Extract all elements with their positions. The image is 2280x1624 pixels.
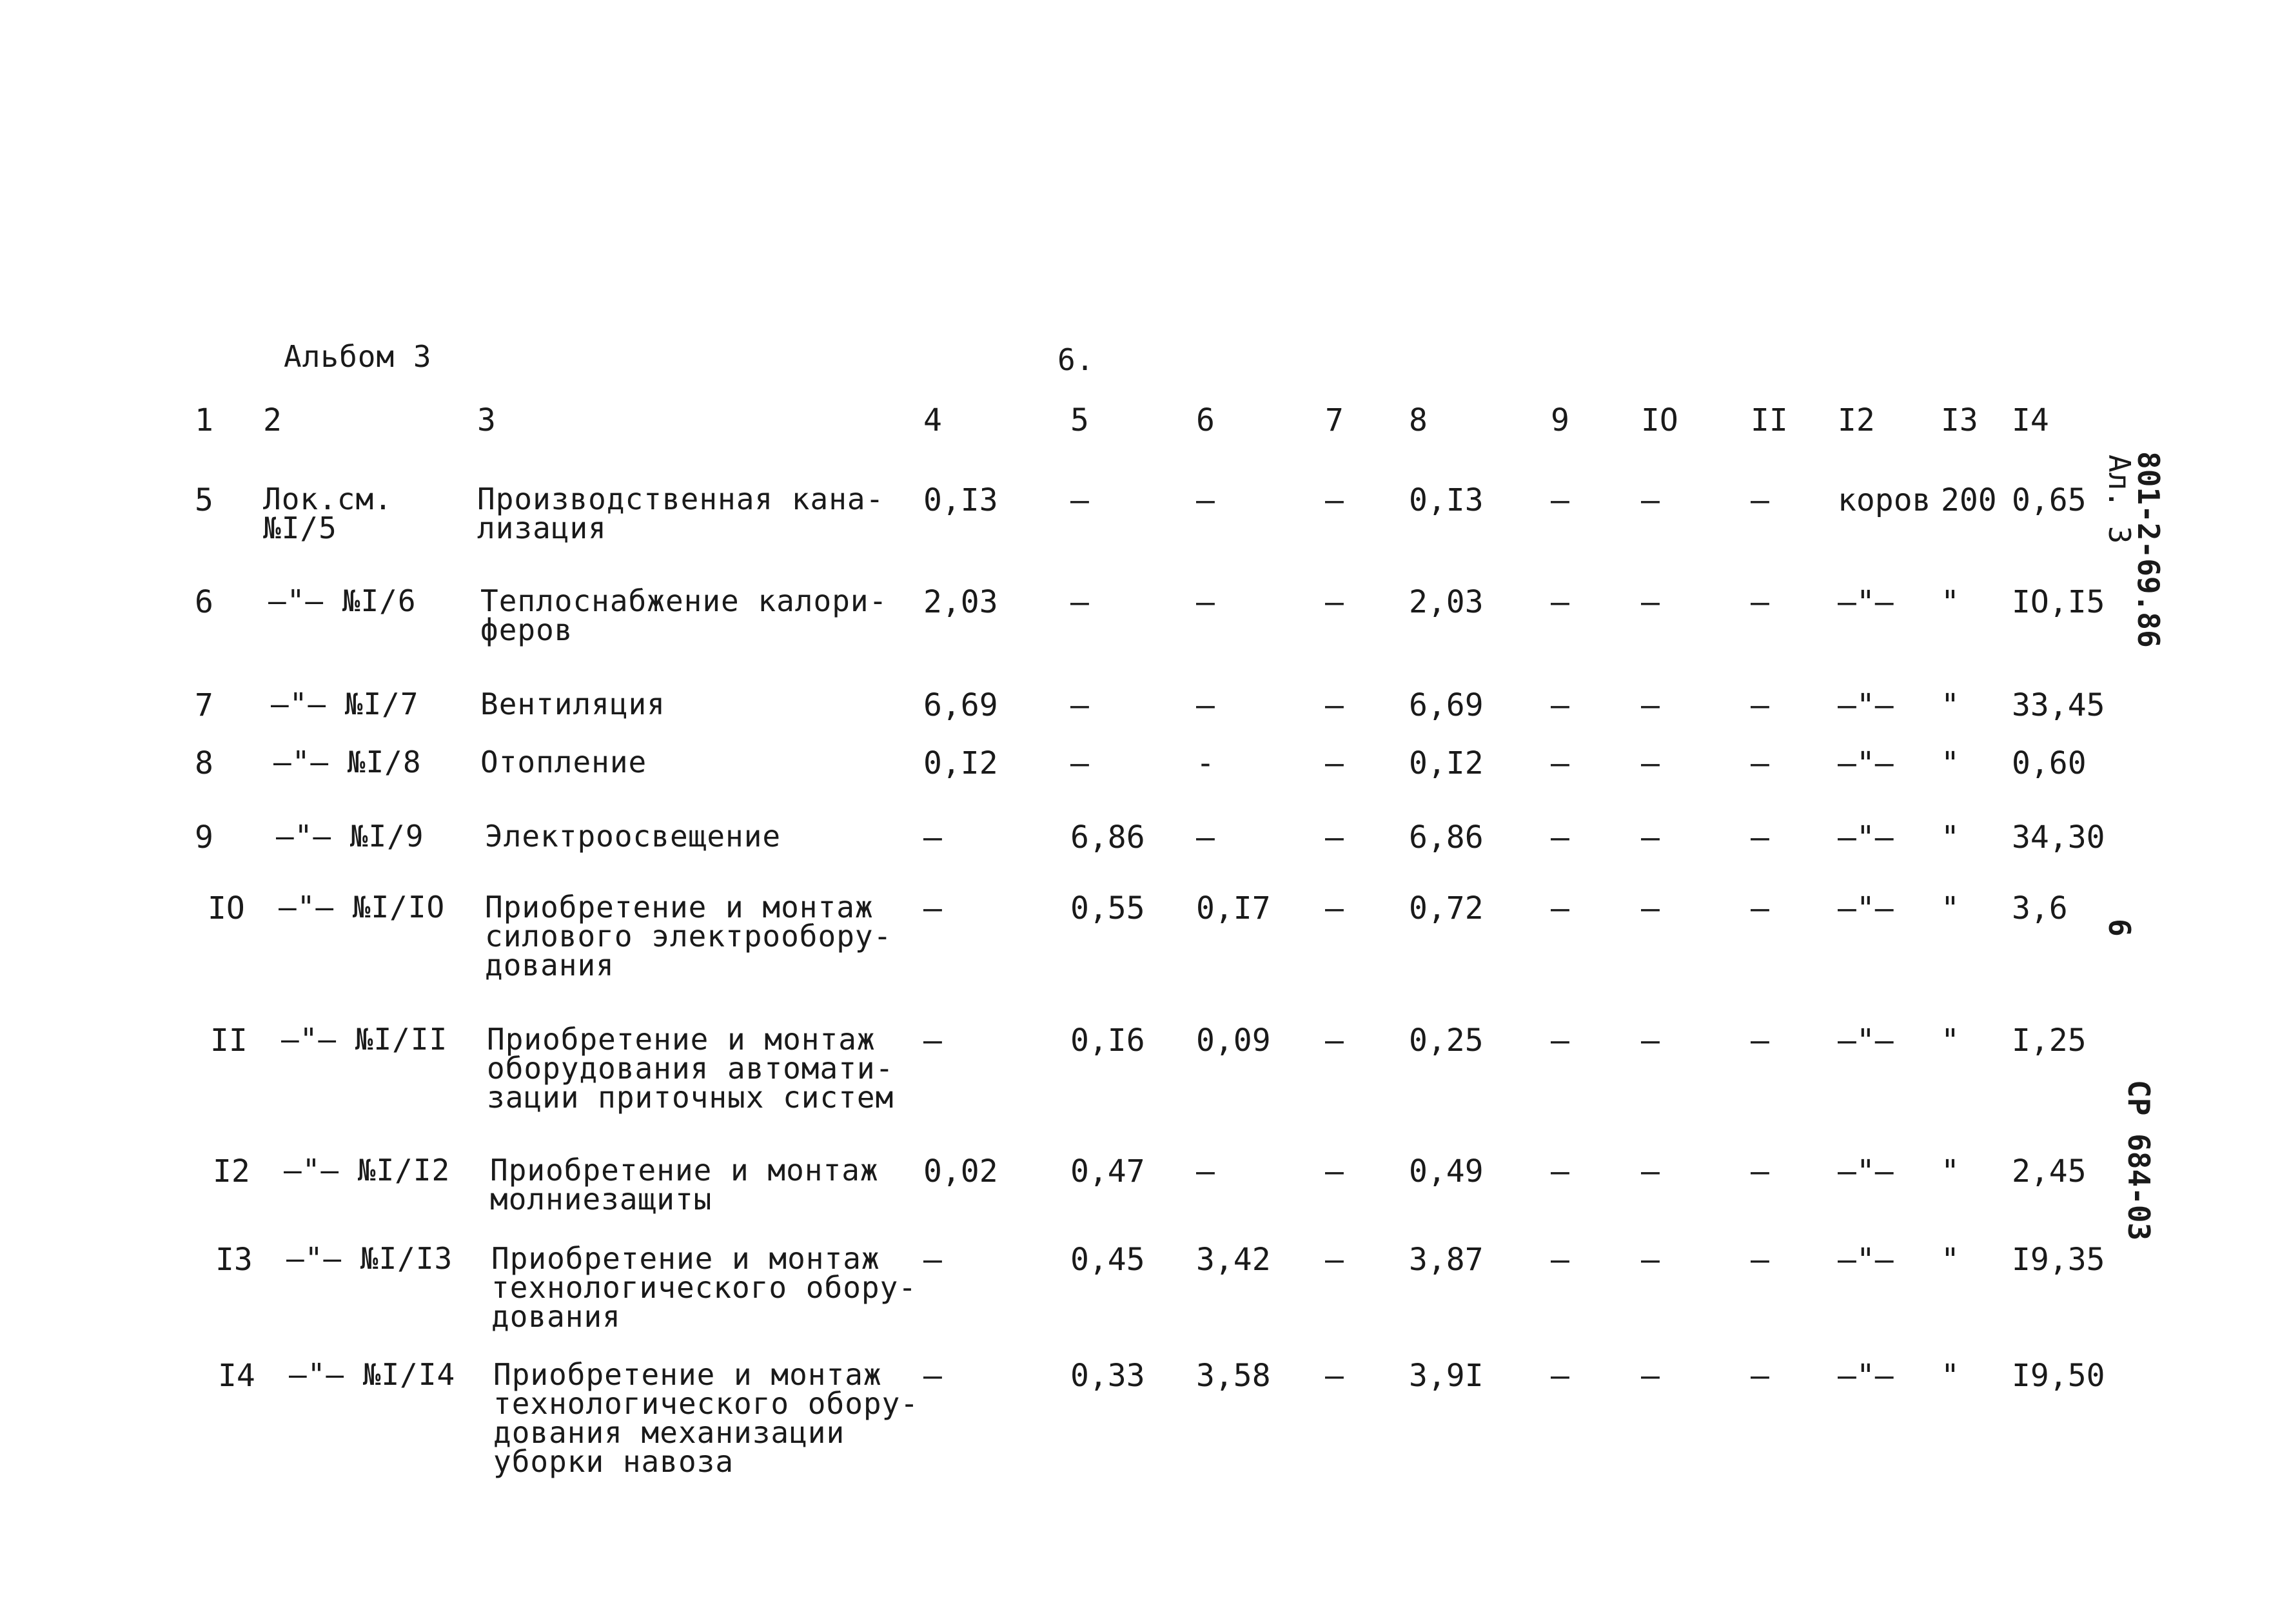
cell-col-13: ": [1941, 819, 1960, 856]
column-header-7: 7: [1325, 402, 1344, 438]
cell-col-6: 0,I7: [1196, 890, 1271, 926]
cell-col-12: –"–: [1838, 890, 1894, 926]
cell-col-3: Отопление: [480, 745, 647, 779]
cell-col-1: 7: [195, 687, 213, 723]
cell-col-12: –"–: [1838, 1153, 1894, 1189]
cell-col-6: 3,58: [1196, 1358, 1271, 1394]
cell-col-14: 3,6: [2012, 890, 2068, 926]
cell-col-9: –: [1551, 1022, 1569, 1059]
cell-col-5: –: [1070, 584, 1089, 620]
cell-col-6: 3,42: [1196, 1242, 1271, 1278]
cell-col-1: 5: [195, 482, 213, 518]
cell-col-6: 0,09: [1196, 1022, 1271, 1059]
cell-col-13: ": [1941, 890, 1960, 926]
cell-col-7: –: [1325, 890, 1344, 926]
cell-col-3: Приобретение и монтаж технологического обору- дования механизации уборки навоза: [493, 1357, 919, 1479]
cell-col-6: –: [1196, 482, 1215, 518]
cell-col-5: 0,55: [1070, 890, 1145, 926]
cell-col-5: 0,33: [1070, 1358, 1145, 1394]
cell-col-10: –: [1641, 819, 1660, 856]
cell-col-13: ": [1941, 584, 1960, 620]
cell-col-4: –: [923, 819, 942, 856]
cell-col-5: –: [1070, 745, 1089, 781]
cell-col-2: –"– №I/I2: [284, 1153, 451, 1188]
column-header-4: 4: [923, 402, 942, 438]
cell-col-8: 0,25: [1409, 1022, 1484, 1059]
cell-col-11: –: [1751, 1153, 1769, 1189]
cell-col-9: –: [1551, 890, 1569, 926]
column-header-11: II: [1751, 402, 1788, 438]
cell-col-7: –: [1325, 482, 1344, 518]
cell-col-4: 6,69: [923, 687, 998, 723]
cell-col-14: 34,30: [2012, 819, 2105, 856]
cell-col-4: 0,I3: [923, 482, 998, 518]
cell-col-4: –: [923, 1242, 942, 1278]
album-label: Альбом 3: [284, 339, 432, 374]
cell-col-7: –: [1325, 745, 1344, 781]
cell-col-13: ": [1941, 745, 1960, 781]
column-header-6: 6: [1196, 402, 1215, 438]
cell-col-8: 0,72: [1409, 890, 1484, 926]
cell-col-5: –: [1070, 687, 1089, 723]
cell-col-5: 0,I6: [1070, 1022, 1145, 1059]
cell-col-5: 0,45: [1070, 1242, 1145, 1278]
cell-col-14: I9,50: [2012, 1358, 2105, 1394]
column-header-5: 5: [1070, 402, 1089, 438]
cell-col-13: ": [1941, 687, 1960, 723]
cell-col-7: –: [1325, 687, 1344, 723]
cell-col-8: 6,69: [1409, 687, 1484, 723]
cell-col-8: 0,49: [1409, 1153, 1484, 1189]
cell-col-2: –"– №I/9: [276, 819, 424, 854]
cell-col-14: I9,35: [2012, 1242, 2105, 1278]
cell-col-3: Приобретение и монтаж технологического обору- дования: [491, 1241, 917, 1334]
cell-col-12: –"–: [1838, 584, 1894, 620]
cell-col-11: –: [1751, 745, 1769, 781]
cell-col-12: –"–: [1838, 1358, 1894, 1394]
cell-col-10: –: [1641, 1022, 1660, 1059]
cell-col-4: 0,02: [923, 1153, 998, 1189]
column-header-3: 3: [477, 402, 496, 438]
cell-col-11: –: [1751, 1358, 1769, 1394]
cell-col-9: –: [1551, 1153, 1569, 1189]
cell-col-11: –: [1751, 482, 1769, 518]
cell-col-1: 9: [195, 819, 213, 856]
cell-col-9: –: [1551, 745, 1569, 781]
cell-col-11: –: [1751, 1022, 1769, 1059]
cell-col-12: –"–: [1838, 1242, 1894, 1278]
cell-col-11: –: [1751, 1242, 1769, 1278]
cell-col-1: 8: [195, 745, 213, 781]
cell-col-3: Вентиляция: [480, 687, 665, 721]
cell-col-10: –: [1641, 482, 1660, 518]
cell-col-13: ": [1941, 1022, 1960, 1059]
cell-col-1: II: [210, 1022, 248, 1059]
cell-col-3: Приобретение и монтаж молниезащиты: [490, 1153, 879, 1217]
side-sheet-number: 6: [2102, 919, 2137, 937]
column-header-1: 1: [195, 402, 213, 438]
cell-col-1: IO: [208, 890, 245, 926]
column-header-2: 2: [263, 402, 282, 438]
side-project-code: 801-2-69.86: [2131, 451, 2166, 648]
cell-col-11: –: [1751, 819, 1769, 856]
cell-col-1: I4: [218, 1358, 255, 1394]
cell-col-2: –"– №I/8: [273, 745, 422, 779]
cell-col-5: 6,86: [1070, 819, 1145, 856]
cell-col-13: ": [1941, 1242, 1960, 1278]
cell-col-8: 0,I2: [1409, 745, 1484, 781]
cell-col-1: I3: [215, 1242, 253, 1278]
side-album: Ал. 3: [2102, 455, 2137, 544]
cell-col-1: 6: [195, 584, 213, 620]
cell-col-12: –"–: [1838, 687, 1894, 723]
cell-col-2: –"– №I/IO: [279, 890, 446, 925]
cell-col-7: –: [1325, 1022, 1344, 1059]
side-stamp: СР 684-03: [2121, 1080, 2156, 1241]
cell-col-2: –"– №I/I4: [289, 1357, 456, 1392]
cell-col-8: 3,9I: [1409, 1358, 1484, 1394]
cell-col-11: –: [1751, 584, 1769, 620]
cell-col-5: 0,47: [1070, 1153, 1145, 1189]
cell-col-14: I,25: [2012, 1022, 2087, 1059]
column-header-9: 9: [1551, 402, 1569, 438]
cell-col-4: 0,I2: [923, 745, 998, 781]
cell-col-14: 33,45: [2012, 687, 2105, 723]
cell-col-5: –: [1070, 482, 1089, 518]
cell-col-6: –: [1196, 687, 1215, 723]
cell-col-8: 0,I3: [1409, 482, 1484, 518]
column-header-14: I4: [2012, 402, 2049, 438]
cell-col-1: I2: [213, 1153, 250, 1189]
cell-col-12: –"–: [1838, 745, 1894, 781]
cell-col-4: –: [923, 890, 942, 926]
cell-col-9: –: [1551, 1358, 1569, 1394]
cell-col-3: Электроосвещение: [485, 819, 781, 854]
cell-col-14: 0,60: [2012, 745, 2087, 781]
cell-col-9: –: [1551, 687, 1569, 723]
cell-col-9: –: [1551, 1242, 1569, 1278]
cell-col-10: –: [1641, 1358, 1660, 1394]
cell-col-6: -: [1196, 745, 1215, 781]
cell-col-4: 2,03: [923, 584, 998, 620]
cell-col-3: Приобретение и монтаж силового электрообору- дования: [485, 890, 892, 983]
cell-col-9: –: [1551, 819, 1569, 856]
cell-col-2: –"– №I/6: [268, 583, 417, 618]
column-header-8: 8: [1409, 402, 1428, 438]
cell-col-10: –: [1641, 1153, 1660, 1189]
cell-col-8: 2,03: [1409, 584, 1484, 620]
cell-col-13: ": [1941, 1153, 1960, 1189]
cell-col-2: Лок.см. №I/5: [263, 482, 393, 545]
cell-col-3: Приобретение и монтаж оборудования автомати- зации приточных систем: [487, 1022, 894, 1115]
cell-col-14: IO,I5: [2012, 584, 2105, 620]
page-number: 6.: [1057, 342, 1095, 377]
cell-col-14: 2,45: [2012, 1153, 2087, 1189]
column-header-12: I2: [1838, 402, 1875, 438]
cell-col-2: –"– №I/7: [271, 687, 419, 721]
cell-col-12: –"–: [1838, 819, 1894, 856]
cell-col-7: –: [1325, 1358, 1344, 1394]
cell-col-13: 200: [1941, 482, 1997, 518]
cell-col-10: –: [1641, 584, 1660, 620]
cell-col-12: –"–: [1838, 1022, 1894, 1059]
cell-col-7: –: [1325, 1242, 1344, 1278]
cell-col-6: –: [1196, 584, 1215, 620]
cell-col-2: –"– №I/I3: [286, 1241, 453, 1276]
cell-col-4: –: [923, 1022, 942, 1059]
cell-col-14: 0,65: [2012, 482, 2087, 518]
cell-col-6: –: [1196, 1153, 1215, 1189]
cell-col-7: –: [1325, 819, 1344, 856]
cell-col-9: –: [1551, 584, 1569, 620]
cell-col-7: –: [1325, 1153, 1344, 1189]
cell-col-4: –: [923, 1358, 942, 1394]
cell-col-10: –: [1641, 745, 1660, 781]
cell-col-3: Производственная кана- лизация: [477, 482, 885, 545]
cell-col-11: –: [1751, 890, 1769, 926]
cell-col-6: –: [1196, 819, 1215, 856]
cell-col-3: Теплоснабжение калори- феров: [480, 583, 888, 647]
cell-col-8: 3,87: [1409, 1242, 1484, 1278]
cell-col-12: коров: [1838, 482, 1931, 518]
cell-col-9: –: [1551, 482, 1569, 518]
column-header-10: IO: [1641, 402, 1678, 438]
cell-col-2: –"– №I/II: [281, 1022, 448, 1057]
cell-col-10: –: [1641, 890, 1660, 926]
cell-col-7: –: [1325, 584, 1344, 620]
column-header-13: I3: [1941, 402, 1978, 438]
cell-col-10: –: [1641, 1242, 1660, 1278]
cell-col-8: 6,86: [1409, 819, 1484, 856]
cell-col-13: ": [1941, 1358, 1960, 1394]
cell-col-11: –: [1751, 687, 1769, 723]
cell-col-10: –: [1641, 687, 1660, 723]
